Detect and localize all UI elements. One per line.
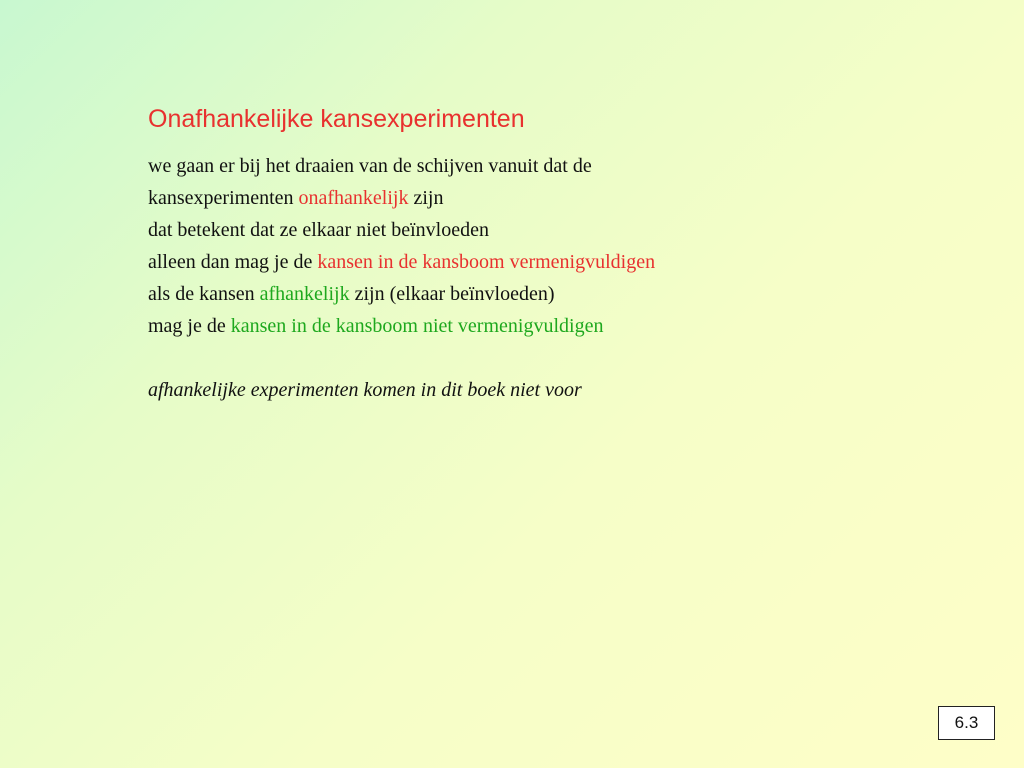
body-line-4 xyxy=(148,246,655,278)
body-line-2-before: kansexperimenten xyxy=(148,187,299,209)
page-number: 6.3 xyxy=(954,713,979,732)
slide-body xyxy=(148,150,655,406)
highlight-multiply-probabilities: kansen in de kansboom vermenigvuldigen xyxy=(317,251,656,273)
blank-line xyxy=(148,342,655,374)
body-line-4-before: alleen dan mag je de xyxy=(148,251,318,273)
page-number-box xyxy=(938,706,995,740)
body-line-5-after: zijn (elkaar beïnvloeden) xyxy=(349,283,555,305)
body-line-5 xyxy=(148,278,655,310)
italic-note: afhankelijke experimenten komen in dit boek niet voor xyxy=(148,379,582,401)
body-line-6-before: mag je de xyxy=(148,315,231,337)
body-line-6 xyxy=(148,310,655,342)
body-line-1 xyxy=(148,150,655,182)
body-line-1-text: we gaan er bij het draaien van de schijven vanuit dat de xyxy=(148,155,592,177)
highlight-onafhankelijk: onafhankelijk xyxy=(298,187,409,209)
body-line-3-text: dat betekent dat ze elkaar niet beïnvloeden xyxy=(148,219,489,241)
highlight-do-not-multiply: kansen in de kansboom niet vermenigvuldigen xyxy=(230,315,604,337)
body-line-2 xyxy=(148,182,655,214)
slide-title: Onafhankelijke kansexperimenten xyxy=(148,105,525,133)
body-line-2-after: zijn xyxy=(408,187,444,209)
highlight-afhankelijk: afhankelijk xyxy=(259,283,350,305)
body-line-5-before: als de kansen xyxy=(148,283,260,305)
body-line-3 xyxy=(148,214,655,246)
